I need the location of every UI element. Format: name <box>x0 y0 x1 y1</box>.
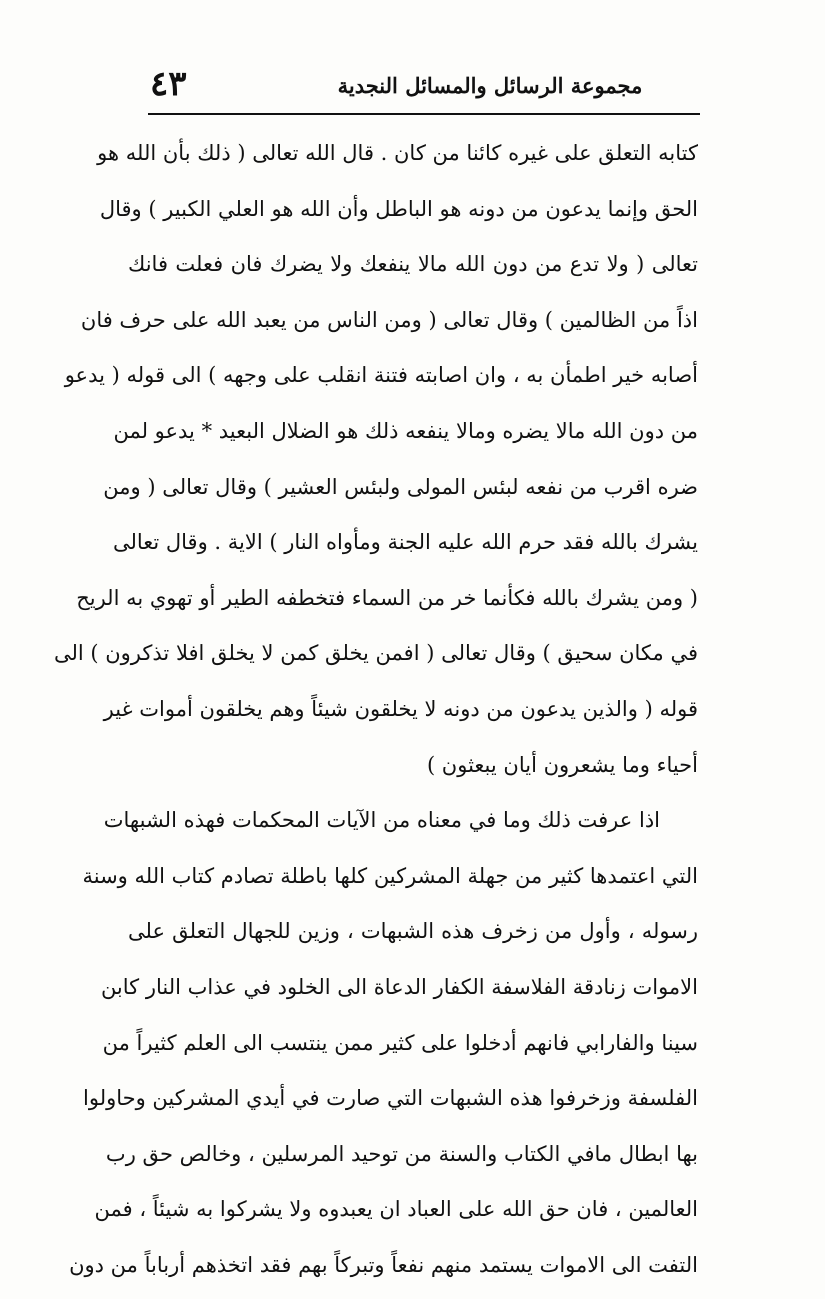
text-line: يشرك بالله فقد حرم الله عليه الجنة ومأواه النار ) الاية . وقال تعالى <box>112 530 698 555</box>
paragraph-2 <box>69 793 698 1293</box>
running-title: مجموعة الرسائل والمسائل النجدية <box>337 73 643 98</box>
paragraph-1 <box>53 126 698 793</box>
text-line: قوله ( والذين يدعون من دونه لا يخلقون شيئاً وهم يخلقون أموات غير <box>103 696 698 721</box>
text-line: ضره اقرب من نفعه لبئس المولى ولبئس العشير ) وقال تعالى ( ومن <box>103 474 698 499</box>
text-line: الحق وإنما يدعون من دونه هو الباطل وأن الله هو العلي الكبير ) وقال <box>99 196 698 221</box>
text-line: أصابه خير اطمأن به ، وان اصابته فتنة انقلب على وجهه ) الى قوله ( يدعو <box>64 363 698 388</box>
text-line: الاموات زنادقة الفلاسفة الكفار الدعاة الى الخلود في عذاب النار كابن <box>100 974 698 999</box>
text-line: ( ومن يشرك بالله فكأنما خر من السماء فتخطفه الطير أو تهوي به الريح <box>76 585 698 610</box>
text-line: في مكان سحيق ) وقال تعالى ( افمن يخلق كمن لا يخلق افلا تذكرون ) الى <box>53 641 698 666</box>
text-line: تعالى ( ولا تدع من دون الله مالا ينفعك ولا يضرك فان فعلت فانك <box>128 252 698 277</box>
header-rule <box>148 113 700 115</box>
page-header <box>150 64 700 110</box>
text-line: التي اعتمدها كثير من جهلة المشركين كلها باطلة تصادم كتاب الله وسنة <box>82 863 698 888</box>
text-line: العالمين ، فان حق الله على العباد ان يعبدوه ولا يشركوا به شيئاً ، فمن <box>94 1197 698 1222</box>
text-line: اذا عرفت ذلك وما في معناه من الآيات المحكمات فهذه الشبهات <box>103 808 660 833</box>
text-line: من دون الله مالا يضره ومالا ينفعه ذلك هو الضلال البعيد * يدعو لمن <box>113 418 698 443</box>
text-line: التفت الى الاموات يستمد منهم نفعاً وتبركاً بهم فقد اتخذهم أرباباً من دون <box>69 1252 698 1277</box>
text-line: أحياء وما يشعرون أيان يبعثون ) <box>426 752 698 777</box>
text-line: سينا والفارابي فانهم أدخلوا على كثير ممن ينتسب الى العلم كثيراً من <box>102 1030 698 1055</box>
text-line: الفلسفة وزخرفوا هذه الشبهات التي صارت في أيدي المشركين وحاولوا <box>83 1086 698 1111</box>
page-number: ٤٣ <box>150 64 187 104</box>
text-line: رسوله ، وأول من زخرف هذه الشبهات ، وزين للجهال التعلق على <box>128 919 698 944</box>
text-line: بها ابطال مافي الكتاب والسنة من توحيد المرسلين ، وخالص حق رب <box>105 1141 698 1166</box>
body-text <box>53 126 698 1293</box>
text-line: اذاً من الظالمين ) وقال تعالى ( ومن الناس من يعبد الله على حرف فان <box>80 307 698 332</box>
text-line: كتابه التعلق على غيره كائنا من كان . قال الله تعالى ( ذلك بأن الله هو <box>97 141 698 165</box>
